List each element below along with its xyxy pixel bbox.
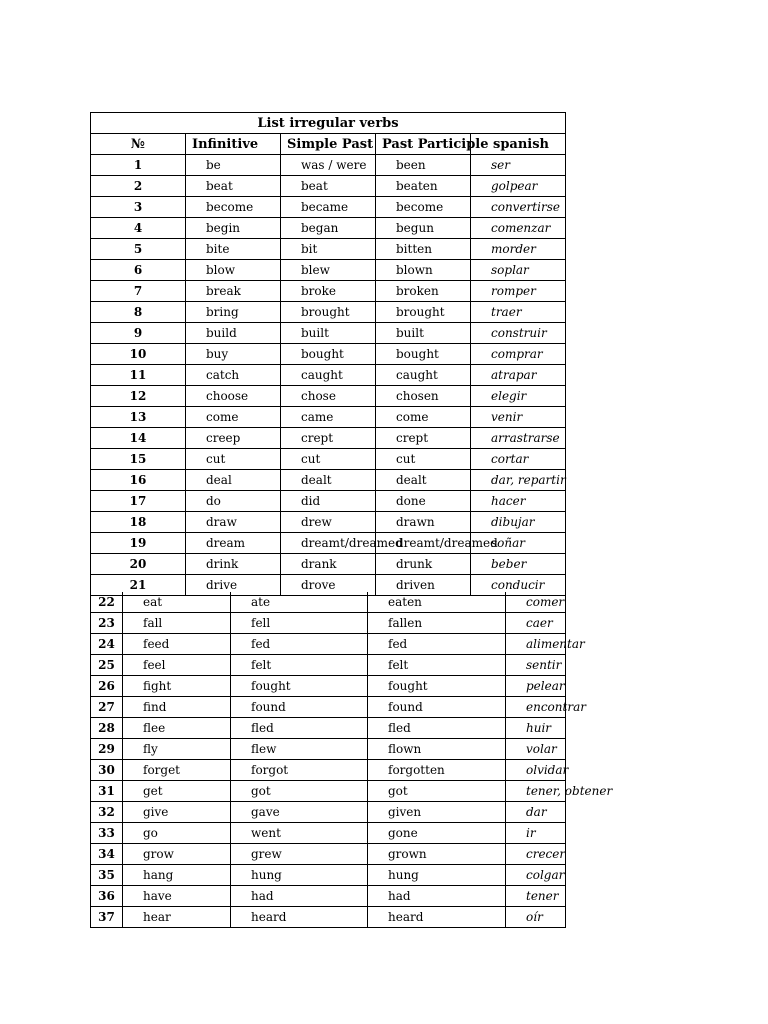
verb-infinitive: hear (123, 907, 231, 928)
verb-spanish: construir (471, 323, 566, 344)
verb-simple-past: drank (281, 554, 376, 575)
verb-simple-past: flew (231, 739, 368, 760)
header-spanish: spanish (471, 134, 566, 155)
verb-simple-past: ate (231, 592, 368, 613)
verb-number: 32 (91, 802, 123, 823)
verbs-table-part-1 (90, 112, 566, 596)
verb-number: 10 (91, 344, 186, 365)
verb-number: 17 (91, 491, 186, 512)
verb-past-participle: had (368, 886, 506, 907)
verb-simple-past: chose (281, 386, 376, 407)
verb-spanish: hacer (471, 491, 566, 512)
table-row (91, 428, 566, 449)
verb-simple-past: heard (231, 907, 368, 928)
verb-past-participle: flown (368, 739, 506, 760)
verb-simple-past: was / were (281, 155, 376, 176)
verb-number: 8 (91, 302, 186, 323)
table-row (91, 907, 566, 928)
verb-simple-past: forgot (231, 760, 368, 781)
verb-simple-past: gave (231, 802, 368, 823)
verb-infinitive: find (123, 697, 231, 718)
verb-past-participle: caught (376, 365, 471, 386)
table-row (91, 739, 566, 760)
verb-simple-past: dreamt/dreamed (281, 533, 376, 554)
verb-infinitive: buy (186, 344, 281, 365)
verb-simple-past: had (231, 886, 368, 907)
verb-past-participle: driven (376, 575, 471, 596)
verb-infinitive: drive (186, 575, 281, 596)
verb-simple-past: fed (231, 634, 368, 655)
verb-infinitive: drink (186, 554, 281, 575)
verb-past-participle: hung (368, 865, 506, 886)
table-row (91, 155, 566, 176)
table-row (91, 697, 566, 718)
table-row (91, 197, 566, 218)
verb-past-participle: beaten (376, 176, 471, 197)
verb-number: 26 (91, 676, 123, 697)
verb-past-participle: fallen (368, 613, 506, 634)
verb-number: 13 (91, 407, 186, 428)
verb-infinitive: fly (123, 739, 231, 760)
verb-spanish: morder (471, 239, 566, 260)
verb-spanish: ir (506, 823, 566, 844)
verb-spanish: tener (506, 886, 566, 907)
verb-number: 2 (91, 176, 186, 197)
verb-spanish: comprar (471, 344, 566, 365)
verb-number: 36 (91, 886, 123, 907)
verb-spanish: dar, repartir (471, 470, 566, 491)
table-row (91, 760, 566, 781)
verb-past-participle: felt (368, 655, 506, 676)
verb-number: 19 (91, 533, 186, 554)
verb-past-participle: dealt (376, 470, 471, 491)
verb-past-participle: dreamt/dreamed (376, 533, 471, 554)
verb-number: 22 (91, 592, 123, 613)
header-row (91, 134, 566, 155)
verb-spanish: elegir (471, 386, 566, 407)
table-title: List irregular verbs (91, 113, 566, 134)
verb-past-participle: brought (376, 302, 471, 323)
verb-simple-past: found (231, 697, 368, 718)
verb-infinitive: draw (186, 512, 281, 533)
verb-simple-past: got (231, 781, 368, 802)
verb-simple-past: bought (281, 344, 376, 365)
verb-past-participle: chosen (376, 386, 471, 407)
verb-past-participle: given (368, 802, 506, 823)
table-row (91, 344, 566, 365)
table-row (91, 718, 566, 739)
verb-past-participle: done (376, 491, 471, 512)
table-row (91, 260, 566, 281)
table-row (91, 239, 566, 260)
table-row (91, 865, 566, 886)
verb-past-participle: become (376, 197, 471, 218)
table-row (91, 533, 566, 554)
verb-past-participle: gone (368, 823, 506, 844)
verb-spanish: huir (506, 718, 566, 739)
verb-simple-past: beat (281, 176, 376, 197)
table-row (91, 676, 566, 697)
verb-number: 34 (91, 844, 123, 865)
verb-spanish: sentir (506, 655, 566, 676)
verb-spanish: soplar (471, 260, 566, 281)
header-past-participle: Past Participle (376, 134, 471, 155)
verb-past-participle: built (376, 323, 471, 344)
verb-spanish: caer (506, 613, 566, 634)
verb-past-participle: come (376, 407, 471, 428)
verb-simple-past: bit (281, 239, 376, 260)
verb-spanish: oír (506, 907, 566, 928)
verb-infinitive: fall (123, 613, 231, 634)
verb-spanish: volar (506, 739, 566, 760)
verb-infinitive: bring (186, 302, 281, 323)
table-row (91, 781, 566, 802)
verb-infinitive: forget (123, 760, 231, 781)
verb-infinitive: become (186, 197, 281, 218)
table-row (91, 512, 566, 533)
verb-spanish: comer (506, 592, 566, 613)
verb-infinitive: feel (123, 655, 231, 676)
verb-infinitive: grow (123, 844, 231, 865)
verb-simple-past: built (281, 323, 376, 344)
verb-spanish: encontrar (506, 697, 566, 718)
verb-simple-past: cut (281, 449, 376, 470)
verb-number: 16 (91, 470, 186, 491)
header-infinitive: Infinitive (186, 134, 281, 155)
verb-past-participle: cut (376, 449, 471, 470)
verb-infinitive: break (186, 281, 281, 302)
verb-spanish: dibujar (471, 512, 566, 533)
verb-spanish: colgar (506, 865, 566, 886)
verb-infinitive: feed (123, 634, 231, 655)
table-row (91, 844, 566, 865)
verb-number: 5 (91, 239, 186, 260)
verb-past-participle: been (376, 155, 471, 176)
verb-number: 14 (91, 428, 186, 449)
verb-spanish: olvidar (506, 760, 566, 781)
table-row (91, 823, 566, 844)
table-row (91, 802, 566, 823)
verb-spanish: soñar (471, 533, 566, 554)
verb-infinitive: do (186, 491, 281, 512)
verb-number: 35 (91, 865, 123, 886)
verb-simple-past: drew (281, 512, 376, 533)
verb-number: 18 (91, 512, 186, 533)
verb-number: 1 (91, 155, 186, 176)
verb-number: 25 (91, 655, 123, 676)
verb-past-participle: bitten (376, 239, 471, 260)
verb-spanish: pelear (506, 676, 566, 697)
verb-simple-past: fell (231, 613, 368, 634)
verb-simple-past: caught (281, 365, 376, 386)
verb-number: 3 (91, 197, 186, 218)
verb-infinitive: deal (186, 470, 281, 491)
verb-simple-past: fought (231, 676, 368, 697)
verb-number: 11 (91, 365, 186, 386)
verb-simple-past: brought (281, 302, 376, 323)
verb-infinitive: eat (123, 592, 231, 613)
verb-spanish: convertirse (471, 197, 566, 218)
verb-past-participle: fought (368, 676, 506, 697)
header-number: № (91, 134, 186, 155)
table-row (91, 365, 566, 386)
verb-simple-past: fled (231, 718, 368, 739)
table-row (91, 302, 566, 323)
table-row (91, 281, 566, 302)
verb-spanish: alimentar (506, 634, 566, 655)
verb-infinitive: get (123, 781, 231, 802)
verb-number: 6 (91, 260, 186, 281)
verb-infinitive: flee (123, 718, 231, 739)
verb-past-participle: begun (376, 218, 471, 239)
verb-past-participle: found (368, 697, 506, 718)
verb-infinitive: cut (186, 449, 281, 470)
verb-infinitive: go (123, 823, 231, 844)
verb-number: 21 (91, 575, 186, 596)
table-row (91, 449, 566, 470)
verb-number: 15 (91, 449, 186, 470)
verb-past-participle: got (368, 781, 506, 802)
verb-number: 30 (91, 760, 123, 781)
verb-past-participle: blown (376, 260, 471, 281)
verb-infinitive: give (123, 802, 231, 823)
verb-number: 4 (91, 218, 186, 239)
verb-number: 33 (91, 823, 123, 844)
verb-spanish: venir (471, 407, 566, 428)
verb-past-participle: grown (368, 844, 506, 865)
verb-spanish: romper (471, 281, 566, 302)
verb-spanish: beber (471, 554, 566, 575)
verb-spanish: traer (471, 302, 566, 323)
title-row (91, 113, 566, 134)
verb-number: 7 (91, 281, 186, 302)
verb-simple-past: began (281, 218, 376, 239)
table-row (91, 491, 566, 512)
verb-infinitive: be (186, 155, 281, 176)
verb-infinitive: hang (123, 865, 231, 886)
table-row (91, 655, 566, 676)
table-row (91, 323, 566, 344)
verb-infinitive: come (186, 407, 281, 428)
verb-spanish: ser (471, 155, 566, 176)
verb-infinitive: catch (186, 365, 281, 386)
verb-simple-past: felt (231, 655, 368, 676)
verb-simple-past: broke (281, 281, 376, 302)
table-row (91, 176, 566, 197)
verb-simple-past: blew (281, 260, 376, 281)
verb-number: 20 (91, 554, 186, 575)
verb-spanish: arrastrarse (471, 428, 566, 449)
verb-number: 24 (91, 634, 123, 655)
verb-simple-past: drove (281, 575, 376, 596)
verbs-table-part-2 (90, 592, 613, 928)
verb-number: 27 (91, 697, 123, 718)
verb-number: 23 (91, 613, 123, 634)
verb-past-participle: crept (376, 428, 471, 449)
verb-past-participle: forgotten (368, 760, 506, 781)
verbs-table-body-1 (91, 113, 566, 596)
verb-spanish: golpear (471, 176, 566, 197)
verb-number: 9 (91, 323, 186, 344)
verb-infinitive: build (186, 323, 281, 344)
verb-infinitive: have (123, 886, 231, 907)
verbs-table-body-2 (91, 592, 613, 928)
verb-spanish: conducir (471, 575, 566, 596)
verb-spanish: dar (506, 802, 566, 823)
verb-past-participle: bought (376, 344, 471, 365)
table-row (91, 613, 566, 634)
verb-spanish: atrapar (471, 365, 566, 386)
verb-number: 31 (91, 781, 123, 802)
verb-infinitive: bite (186, 239, 281, 260)
verb-simple-past: went (231, 823, 368, 844)
table-row (91, 592, 566, 613)
verb-number: 29 (91, 739, 123, 760)
verb-infinitive: choose (186, 386, 281, 407)
verb-simple-past: grew (231, 844, 368, 865)
header-simple-past: Simple Past (281, 134, 376, 155)
verb-past-participle: heard (368, 907, 506, 928)
table-row (91, 470, 566, 491)
table-row (91, 407, 566, 428)
verb-infinitive: creep (186, 428, 281, 449)
verb-simple-past: hung (231, 865, 368, 886)
verb-spanish: cortar (471, 449, 566, 470)
verb-simple-past: became (281, 197, 376, 218)
verb-spanish: comenzar (471, 218, 566, 239)
verb-past-participle: drunk (376, 554, 471, 575)
verb-simple-past: came (281, 407, 376, 428)
verb-past-participle: fed (368, 634, 506, 655)
table-row (91, 886, 566, 907)
verb-past-participle: broken (376, 281, 471, 302)
verb-simple-past: crept (281, 428, 376, 449)
verb-past-participle: drawn (376, 512, 471, 533)
table-row (91, 386, 566, 407)
verb-infinitive: blow (186, 260, 281, 281)
verb-past-participle: eaten (368, 592, 506, 613)
table-row (91, 218, 566, 239)
verb-number: 12 (91, 386, 186, 407)
verb-infinitive: dream (186, 533, 281, 554)
verb-spanish: tener, obtener (506, 781, 566, 802)
table-row (91, 554, 566, 575)
verb-spanish: crecer (506, 844, 566, 865)
verb-simple-past: did (281, 491, 376, 512)
verb-number: 37 (91, 907, 123, 928)
verb-simple-past: dealt (281, 470, 376, 491)
verb-infinitive: begin (186, 218, 281, 239)
verb-number: 28 (91, 718, 123, 739)
verb-infinitive: fight (123, 676, 231, 697)
verb-infinitive: beat (186, 176, 281, 197)
verb-past-participle: fled (368, 718, 506, 739)
table-row (91, 634, 566, 655)
